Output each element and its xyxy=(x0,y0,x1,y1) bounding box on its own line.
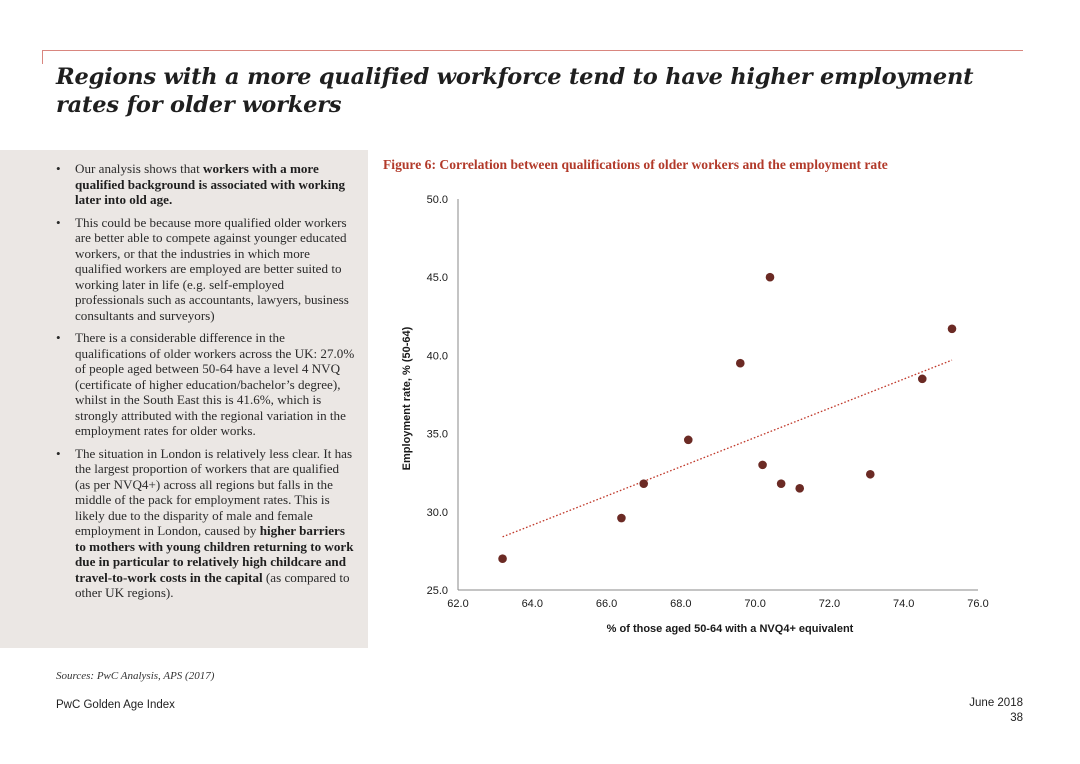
x-tick-label: 70.0 xyxy=(744,598,766,610)
data-point xyxy=(617,514,626,523)
page-title: Regions with a more qualified workforce tend to have higher employment rates for older workers xyxy=(56,64,974,118)
bullet-item: • This could be because more qualified older workers are better able to compete against younger educated workers, or that the industries in which more qualified workers are employed are better suited to working later in life (e.g. self-employed professionals such as accountants, lawyers, business consultants and surveyors) xyxy=(56,215,356,324)
x-tick-label: 66.0 xyxy=(595,598,618,610)
bullet-item: • The situation in London is relatively less clear. It has the largest proportion of workers that are qualified (as per NVQ4+) across all regions but falls in the middle of the pack for employment rates. This is likely due to the disparity of male and female employment in London, caused by higher barriers to mothers with young children returning to work due in particular to relatively high childcare and travel-to-work costs in the capital (as compared to other UK regions). xyxy=(56,446,356,601)
x-tick-label: 74.0 xyxy=(893,598,915,610)
data-point xyxy=(639,479,648,488)
data-point xyxy=(498,554,507,563)
data-point xyxy=(684,436,693,445)
scatter-chart xyxy=(380,180,1020,650)
bullet-list xyxy=(56,161,356,608)
data-point xyxy=(766,273,775,282)
y-tick-label: 35.0 xyxy=(426,428,448,441)
data-point xyxy=(758,461,767,470)
data-point xyxy=(736,359,745,368)
sources-note: Sources: PwC Analysis, APS (2017) xyxy=(56,670,215,682)
header-rule-tick xyxy=(42,50,43,64)
x-axis-ticks xyxy=(447,598,988,610)
data-point xyxy=(918,375,927,384)
data-points xyxy=(498,273,956,563)
x-tick-label: 72.0 xyxy=(818,598,841,610)
y-tick-label: 30.0 xyxy=(426,506,448,519)
y-tick-label: 40.0 xyxy=(426,350,448,363)
y-tick-label: 25.0 xyxy=(426,585,448,597)
header-rule xyxy=(42,50,1023,51)
figure-title: Figure 6: Correlation between qualifications of older workers and the employment rate xyxy=(383,157,888,172)
x-tick-label: 76.0 xyxy=(967,598,989,610)
y-tick-label: 45.0 xyxy=(426,272,448,285)
data-point xyxy=(866,470,875,479)
page-number: 38 xyxy=(1010,712,1023,724)
data-point xyxy=(795,484,804,493)
x-tick-label: 64.0 xyxy=(521,598,543,610)
x-axis-label: % of those aged 50-64 with a NVQ4+ equivalent xyxy=(606,623,854,635)
footer-date: June 2018 xyxy=(969,697,1023,709)
y-tick-label: 50.0 xyxy=(426,194,448,206)
data-point xyxy=(948,325,957,334)
y-axis-ticks xyxy=(427,194,448,597)
trend-line xyxy=(503,360,952,537)
x-tick-label: 62.0 xyxy=(447,598,469,610)
x-tick-label: 68.0 xyxy=(670,598,692,610)
bullet-item: • There is a considerable difference in the qualifications of older workers across the UK: 27.0% of people aged between 50-64 have a level 4 NVQ (certificate of higher education/bachelor’s degree), whilst in the South East this is 41.6%, which is strongly attributed with the regional variation in the employment rates for older works. xyxy=(56,330,356,439)
y-axis-label: Employment rate, % (50-64) xyxy=(401,326,413,471)
footer-publication: PwC Golden Age Index xyxy=(56,699,175,711)
data-point xyxy=(777,479,786,488)
bullet-item: • Our analysis shows that workers with a more qualified background is associated with working later into old age. xyxy=(56,161,356,208)
